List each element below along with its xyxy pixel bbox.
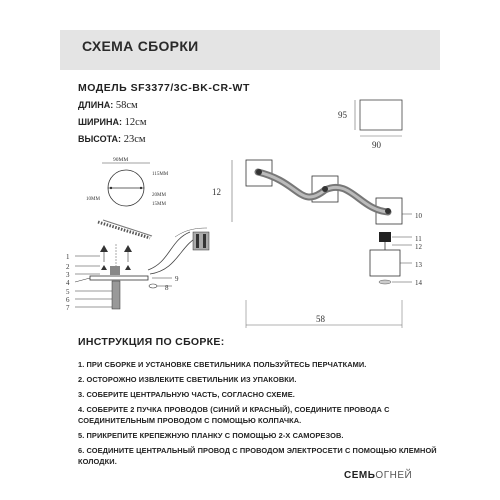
height-label: ВЫСОТА: [78,134,122,144]
callout-3: 3 [66,271,70,279]
instruction-item: 4. СОБЕРИТЕ 2 ПУЧКА ПРОВОДОВ (СИНИЙ И КРАСНЫЙ), СОЕДИНИТЕ ПРОВОДА С СОЕДИНИТЕЛЬНЫМ ПРОВОДОМ С ПОМОЩЬЮ КОЛПАЧКА. [78,405,390,425]
fixture-front-view [212,160,423,224]
mounting-exploded-view [66,220,209,312]
callout-5: 5 [66,288,70,296]
instruction-item: 2. ОСТОРОЖНО ИЗВЛЕКИТЕ СВЕТИЛЬНИК ИЗ УПАКОВКИ. [78,375,297,384]
height-value: 23см [123,134,146,145]
instruction-item: 1. ПРИ СБОРКЕ И УСТАНОВКЕ СВЕТИЛЬНИКА ПОЛЬЗУЙТЕСЬ ПЕРЧАТКАМИ. [78,360,367,369]
dim-12-label: 12 [212,187,221,197]
length-value: 58см [115,100,138,111]
callout-13: 13 [415,261,422,269]
shade-side-view [370,232,423,287]
callout-12: 12 [415,243,422,251]
callout-6: 6 [66,296,70,304]
dim-15mm-label: 15ММ [152,202,166,207]
instructions-list [78,359,438,471]
instructions-title: ИНСТРУКЦИЯ ПО СБОРКЕ: [78,336,225,348]
brand-light: ОГНЕЙ [375,470,413,481]
dim-58-label: 58 [316,314,325,324]
instruction-item: 6. СОЕДИНИТЕ ЦЕНТРАЛЬНЫЙ ПРОВОД С ПРОВОДОМ ЭЛЕКТРОСЕТИ С ПОМОЩЬЮ КЛЕМНОЙ КОЛОДКИ. [78,446,437,466]
dim-90-label: 90 [372,140,381,150]
dim-10mm-label: 10ММ [86,197,100,202]
callout-8: 8 [165,284,169,292]
canopy-side-view [338,100,402,150]
model-label: МОДЕЛЬ [78,82,128,94]
length-label: ДЛИНА: [78,100,114,110]
instruction-item: 5. ПРИКРЕПИТЕ КРЕПЕЖНУЮ ПЛАНКУ С ПОМОЩЬЮ 2-Х САМОРЕЗОВ. [78,431,344,440]
length-dimension [246,300,402,328]
width-value: 12см [124,117,147,128]
instruction-item: 3. СОБЕРИТЕ ЦЕНТРАЛЬНУЮ ЧАСТЬ, СОГЛАСНО СХЕМЕ. [78,390,295,399]
page-title: СХЕМА СБОРКИ [82,38,199,54]
callout-11: 11 [415,235,422,243]
dim-90mm-label: 90ММ [113,157,129,163]
callout-2: 2 [66,263,70,271]
callout-9: 9 [175,275,179,283]
callout-10: 10 [415,212,422,220]
callout-14: 14 [415,279,422,287]
callout-7: 7 [66,304,70,312]
mounting-plate-view [86,157,169,207]
dim-20mm-label: 20ММ [152,193,166,198]
callout-4: 4 [66,279,70,287]
callout-1: 1 [66,253,70,261]
dim-95-label: 95 [338,110,347,120]
brand-logo [344,470,412,481]
width-label: ШИРИНА: [78,117,122,127]
dim-115mm-label: 115ММ [152,172,169,177]
brand-strong: СЕМЬ [344,470,376,481]
model-code: SF3377/3C-BK-CR-WT [130,82,250,94]
